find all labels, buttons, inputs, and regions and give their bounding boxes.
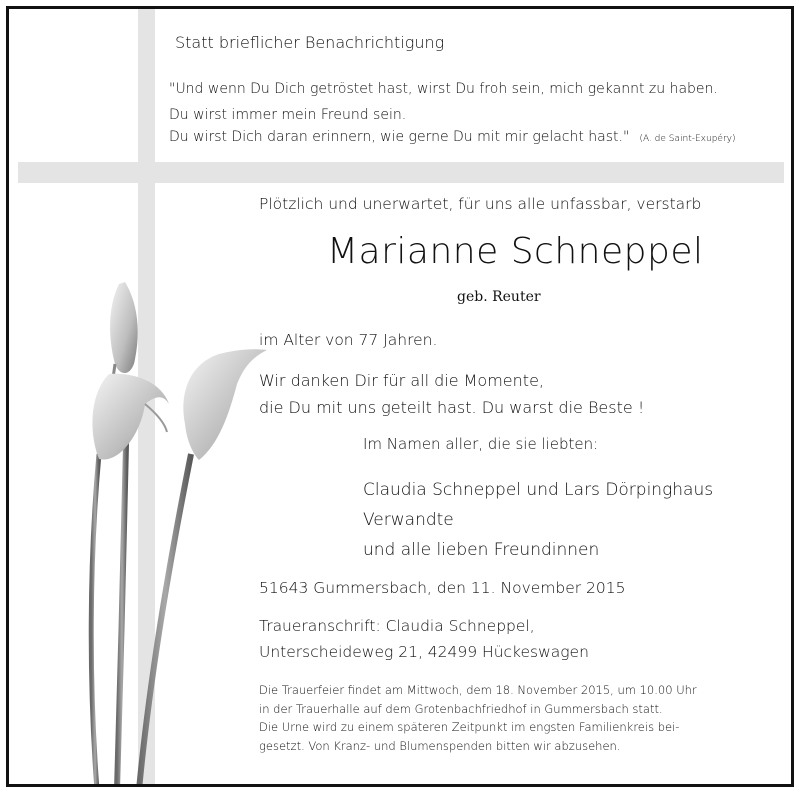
header-notice: Statt brieflicher Benachrichtigung bbox=[175, 33, 445, 52]
address-line: Traueranschrift: Claudia Schneppel, bbox=[259, 617, 535, 635]
age-text: im Alter von 77 Jahren. bbox=[259, 331, 438, 349]
ceremony-line: Die Trauerfeier findet am Mittwoch, dem 18. November 2015, um 10.00 Uhr bbox=[259, 683, 697, 697]
ceremony-line: gesetzt. Von Kranz- und Blumenspenden bitten wir abzusehen. bbox=[259, 738, 621, 753]
thanks-line: Wir danken Dir für all die Momente, bbox=[259, 371, 544, 390]
birth-name: geb. Reuter bbox=[457, 289, 541, 305]
quote-text: Du wirst Dich daran erinnern, wie gerne Du mit mir gelacht hast." bbox=[169, 129, 630, 145]
mourners-intro: Im Namen aller, die sie liebten: bbox=[363, 435, 599, 453]
mourners-block bbox=[363, 475, 713, 565]
quote-line: "Und wenn Du Dich getröstet hast, wirst Du froh sein, mich gekannt zu haben. bbox=[169, 81, 718, 97]
cross-horizontal-bar bbox=[18, 162, 784, 183]
quote-author: (A. de Saint-Exupéry) bbox=[639, 134, 736, 144]
mourner-line: und alle lieben Freundinnen bbox=[363, 540, 600, 560]
ceremony-line: Die Urne wird zu einem späteren Zeitpunkt im engsten Familienkreis bei- bbox=[259, 720, 680, 734]
mourning-address bbox=[259, 613, 589, 665]
obituary-card bbox=[6, 6, 794, 787]
place-date: 51643 Gummersbach, den 11. November 2015 bbox=[259, 579, 626, 597]
ceremony-line: in der Trauerhalle auf dem Grotenbachfriedhof in Gummersbach statt. bbox=[259, 701, 663, 716]
intro-text: Plötzlich und unerwartet, für uns alle unfassbar, verstarb bbox=[259, 195, 702, 213]
quote-line bbox=[169, 129, 736, 145]
thanks-block bbox=[259, 367, 644, 421]
ceremony-info bbox=[259, 681, 697, 755]
deceased-name: Marianne Schneppel bbox=[327, 231, 704, 272]
mourner-line: Verwandte bbox=[363, 510, 454, 530]
mourner-line: Claudia Schneppel und Lars Dörpinghaus bbox=[363, 480, 714, 500]
address-line: Unterscheideweg 21, 42499 Hückeswagen bbox=[259, 643, 589, 661]
calla-lily-icon bbox=[69, 264, 269, 787]
quote-line: Du wirst immer mein Freund sein. bbox=[169, 107, 407, 123]
thanks-line: die Du mit uns geteilt hast. Du warst die Beste ! bbox=[259, 398, 645, 417]
